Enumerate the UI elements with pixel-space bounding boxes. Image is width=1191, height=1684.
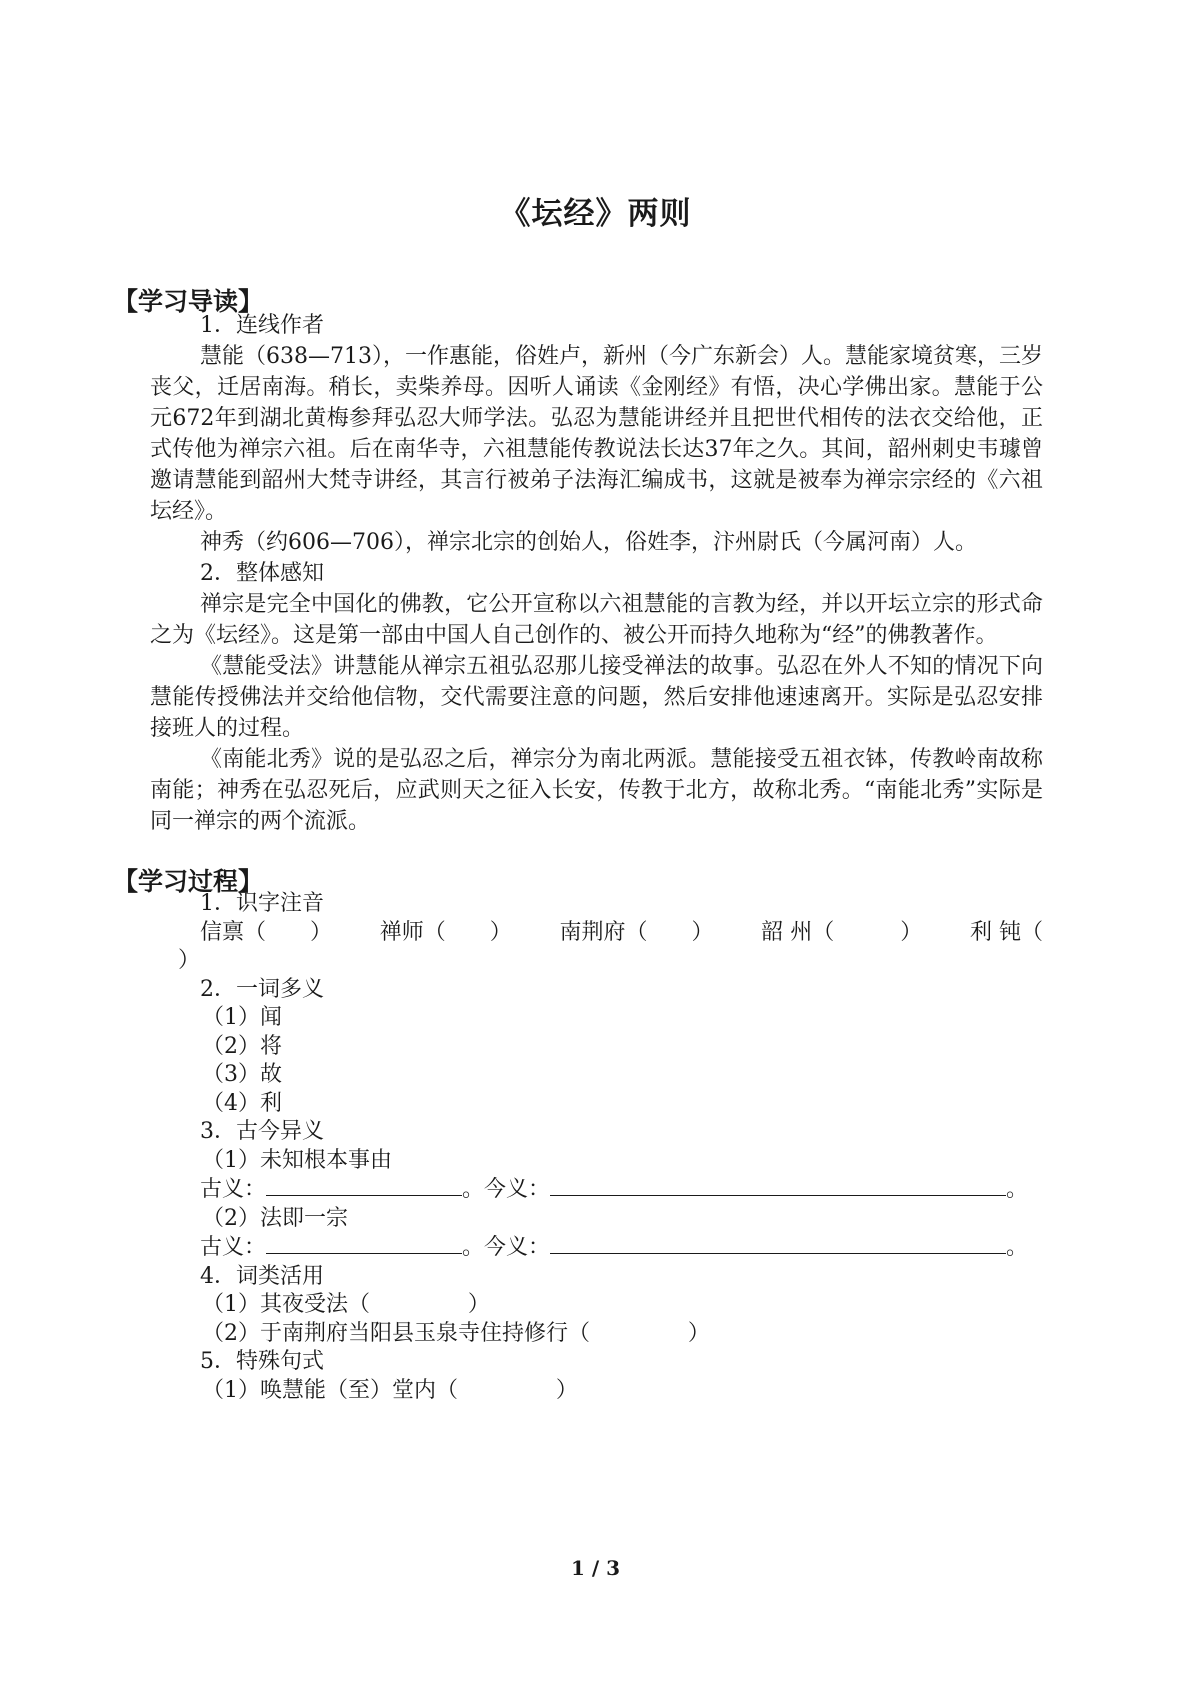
answer-gap[interactable] bbox=[458, 1378, 556, 1403]
paragraph-nanneng-beixiu: 《南能北秀》说的是弘忍之后，禅宗分为南北两派。慧能接受五祖衣钵，传教岭南故称南能；神秀在弘忍死后，应武则天之征入长安，传教于北方，故称北秀。“南能北秀”实际是同一禅宗的两个流派。 bbox=[150, 747, 1043, 834]
gu-answer-blank[interactable] bbox=[266, 1233, 462, 1254]
item-polysemy: 2．一词多义 bbox=[200, 976, 324, 1002]
close-paren: ） bbox=[555, 1377, 578, 1403]
close-paren: ） bbox=[687, 1320, 710, 1346]
section-process-content bbox=[150, 890, 1043, 1405]
paragraph-chan: 禅宗是完全中国化的佛教，它公开宣称以六祖慧能的言教为经，并以开坛立宗的形式命之为《坛经》。这是第一部由中国人自己创作的、被公开而持久地称为“经”的佛教著作。 bbox=[150, 592, 1043, 648]
item-pronunciation: 1．识字注音 bbox=[200, 891, 324, 916]
answer-gap[interactable] bbox=[590, 1321, 688, 1346]
gu-answer-blank[interactable] bbox=[266, 1175, 462, 1196]
item-author: 1．连线作者 bbox=[200, 313, 324, 338]
gu-label: 古义： bbox=[200, 1177, 267, 1202]
ancient-modern-entry: （1）未知根本事由 bbox=[202, 1147, 392, 1173]
jin-answer-blank[interactable] bbox=[550, 1175, 1006, 1196]
pron-word: 信禀（ ） bbox=[200, 919, 333, 945]
answer-gap[interactable] bbox=[370, 1292, 468, 1317]
ancient-modern-answer-line bbox=[150, 1233, 1043, 1263]
word-class-text: （1）其夜受法（ bbox=[202, 1292, 370, 1317]
end-mark: 。 bbox=[1006, 1235, 1029, 1260]
word-class-entry bbox=[150, 1291, 1043, 1320]
document-title: 《坛经》两则 bbox=[499, 196, 692, 232]
polysemy-entry: （4）利 bbox=[202, 1090, 282, 1116]
pron-tail: ） bbox=[178, 948, 201, 973]
pron-word: 南荆府（ ） bbox=[559, 919, 714, 945]
jin-answer-blank[interactable] bbox=[550, 1233, 1006, 1254]
paragraph-huineng: 慧能（638—713），一作惠能，俗姓卢，新州（今广东新会）人。慧能家境贫寒，三岁丧父，迁居南海。稍长，卖柴养母。因听人诵读《金刚经》有悟，决心学佛出家。慧能于公元672年到湖北黄梅参拜弘忍大师学法。弘忍为慧能讲经并且把世代相传的法衣交给他，正式传他为禅宗六祖。后在南华寺，六祖慧能传教说法长达37年之久。其间，韶州刺史韦璩曾邀请慧能到韶州大梵寺讲经，其言行被弟子法海汇编成书，这就是被奉为禅宗宗经的《六祖坛经》。 bbox=[150, 344, 1043, 524]
section-heading-process: 【学习过程】 bbox=[113, 867, 264, 896]
jin-label: 。今义： bbox=[462, 1235, 551, 1260]
close-paren: ） bbox=[467, 1292, 490, 1317]
item-special-sentence: 5．特殊句式 bbox=[200, 1349, 324, 1374]
ancient-modern-entry: （2）法即一宗 bbox=[202, 1205, 348, 1231]
paragraph-huineng-shoufa: 《慧能受法》讲慧能从禅宗五祖弘忍那儿接受禅法的故事。弘忍在外人不知的情况下向慧能传授佛法并交给他信物，交代需要注意的问题，然后安排他速速离开。实际是弘忍安排接班人的过程。 bbox=[150, 654, 1043, 741]
section-heading-guide: 【学习导读】 bbox=[113, 287, 264, 316]
special-sentence-text: （1）唤慧能（至）堂内（ bbox=[202, 1377, 458, 1403]
section-guide-content bbox=[150, 310, 1043, 837]
paragraph-shenxiu: 神秀（约606—706），禅宗北宗的创始人，俗姓李，汴州尉氏（今属河南）人。 bbox=[200, 530, 977, 555]
page-number: 1 / 3 bbox=[570, 1556, 621, 1580]
polysemy-entry: （2）将 bbox=[202, 1033, 282, 1059]
polysemy-entry: （3）故 bbox=[202, 1062, 282, 1087]
pron-word: 利 钝（ bbox=[969, 919, 1043, 945]
pron-word: 韶 州（ ） bbox=[761, 919, 923, 945]
polysemy-entry: （1）闻 bbox=[202, 1005, 282, 1030]
item-ancient-modern: 3．古今异义 bbox=[200, 1119, 324, 1144]
jin-label: 。今义： bbox=[462, 1177, 551, 1202]
pronunciation-row bbox=[150, 919, 1043, 948]
item-overall: 2．整体感知 bbox=[200, 561, 324, 586]
pron-word: 禅师（ ） bbox=[379, 919, 512, 945]
word-class-text: （2）于南荆府当阳县玉泉寺住持修行（ bbox=[202, 1320, 590, 1346]
ancient-modern-answer-line bbox=[150, 1175, 1043, 1205]
word-class-entry bbox=[150, 1320, 1043, 1349]
item-word-class: 4．词类活用 bbox=[200, 1263, 324, 1289]
special-sentence-entry bbox=[150, 1377, 1043, 1406]
end-mark: 。 bbox=[1006, 1177, 1029, 1202]
gu-label: 古义： bbox=[200, 1235, 267, 1260]
